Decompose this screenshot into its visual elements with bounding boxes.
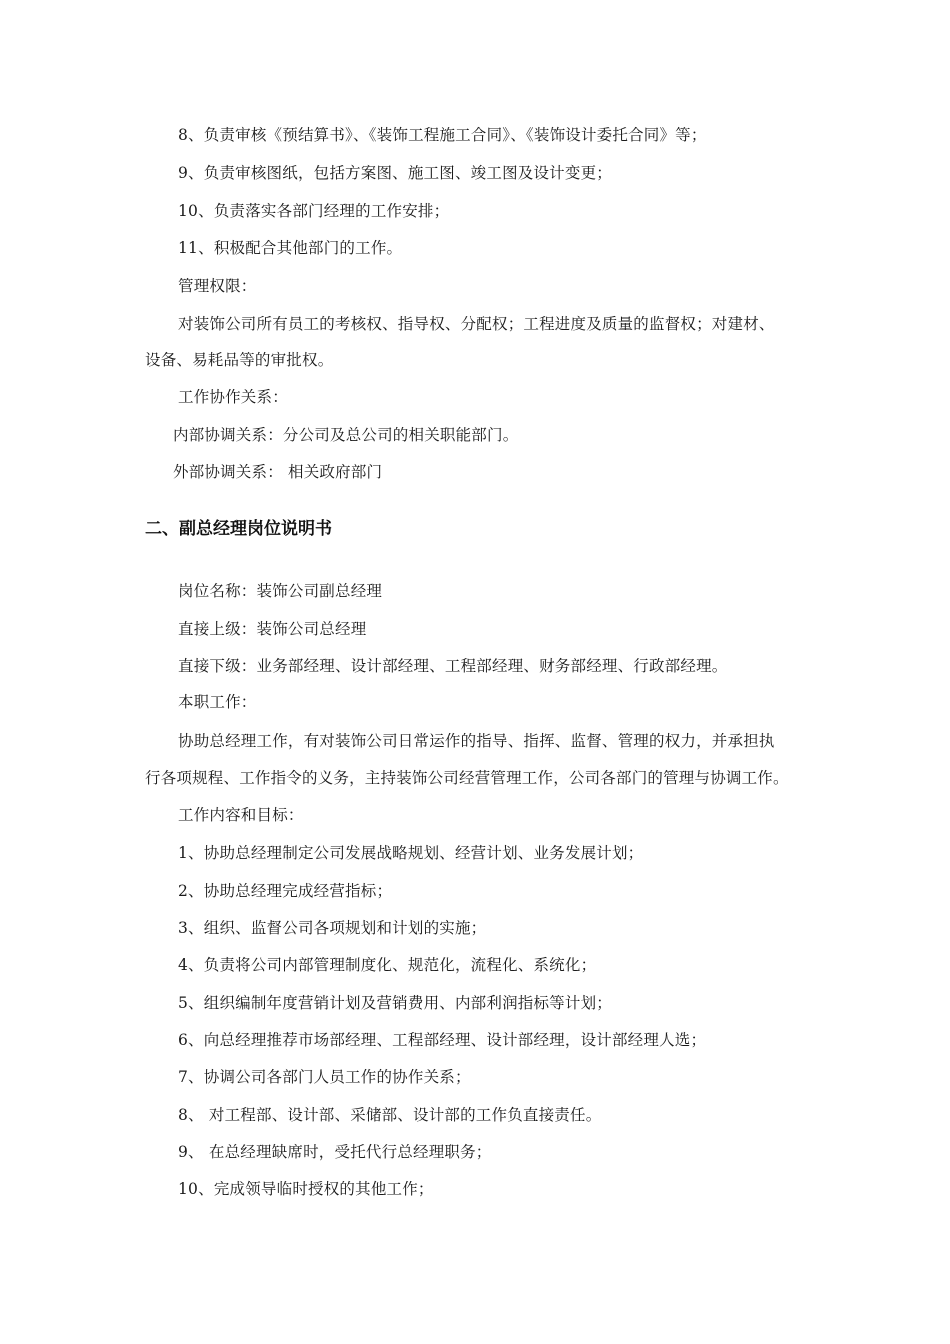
duty-text-line1: 协助总经理工作，有对装饰公司日常运作的指导、指挥、监督、管理的权力，并承担执 — [178, 732, 775, 750]
duty-text-line2: 行各项规程、工作指令的义务，主持装饰公司经营管理工作，公司各部门的管理与协调工作。 — [145, 769, 789, 787]
direct-superior: 直接上级：装饰公司总经理 — [178, 620, 367, 638]
internal-relations: 内部协调关系：分公司及总公司的相关职能部门。 — [173, 426, 519, 444]
external-relations: 外部协调关系： 相关政府部门 — [173, 463, 383, 481]
list-item: 4、负责将公司内部管理制度化、规范化，流程化、系统化； — [178, 956, 597, 974]
list-item: 2、协助总经理完成经营指标； — [178, 882, 393, 900]
authority-text-line1: 对装饰公司所有员工的考核权、指导权、分配权；工程进度及质量的监督权；对建材、 — [178, 315, 775, 333]
list-item: 10、负责落实各部门经理的工作安排； — [178, 202, 450, 220]
list-item: 1、协助总经理制定公司发展战略规划、经营计划、业务发展计划； — [178, 844, 644, 862]
list-item: 5、组织编制年度营销计划及营销费用、内部利润指标等计划； — [178, 994, 612, 1012]
list-item: 8、 对工程部、设计部、采储部、设计部的工作负直接责任。 — [178, 1106, 602, 1124]
relations-label: 工作协作关系： — [178, 388, 288, 406]
list-item: 8、负责审核《预结算书》、《装饰工程施工合同》、《装饰设计委托合同》等； — [178, 126, 707, 144]
list-item: 6、向总经理推荐市场部经理、工程部经理、设计部经理，设计部经理人选； — [178, 1031, 707, 1049]
list-item: 9、负责审核图纸，包括方案图、施工图、竣工图及设计变更； — [178, 164, 612, 182]
section-heading: 二、副总经理岗位说明书 — [145, 519, 332, 539]
content-label: 工作内容和目标： — [178, 806, 304, 824]
duty-label: 本职工作： — [178, 693, 257, 711]
list-item: 10、完成领导临时授权的其他工作； — [178, 1180, 434, 1198]
list-item: 9、 在总经理缺席时，受托代行总经理职务； — [178, 1143, 492, 1161]
list-item: 3、组织、监督公司各项规划和计划的实施； — [178, 919, 487, 937]
authority-text-line2: 设备、易耗品等的审批权。 — [145, 351, 334, 369]
position-name: 岗位名称：装饰公司副总经理 — [178, 582, 383, 600]
list-item: 7、协调公司各部门人员工作的协作关系； — [178, 1068, 471, 1086]
list-item: 11、积极配合其他部门的工作。 — [178, 239, 403, 257]
authority-label: 管理权限： — [178, 277, 257, 295]
direct-subordinates: 直接下级：业务部经理、设计部经理、工程部经理、财务部经理、行政部经理。 — [178, 657, 728, 675]
